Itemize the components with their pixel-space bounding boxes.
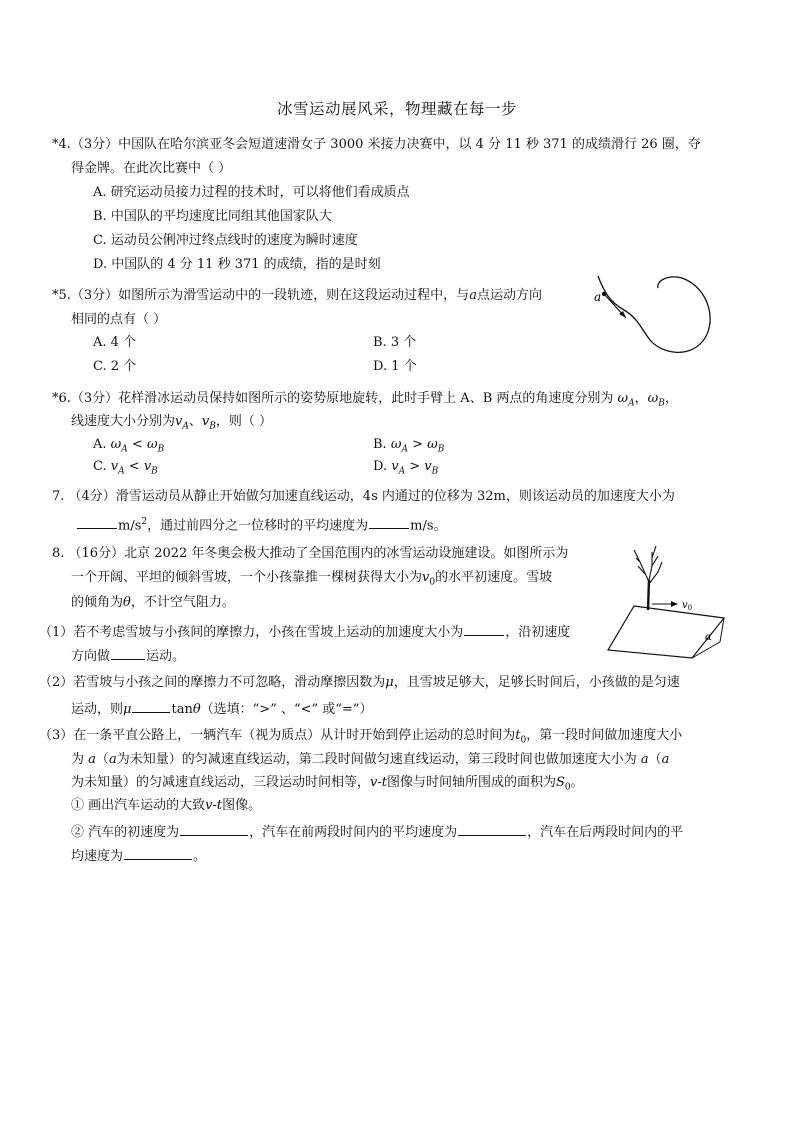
q8-part1-line1: （1）若不考虑雪坡与小孩间的摩擦力，小孩在雪坡上运动的加速度大小为 ，沿初速度 <box>39 621 570 642</box>
q7-stem-line1: 7. （4分）滑雪运动员从静止开始做匀加速直线运动，4s 内通过的位移为 32m，则该运动员的加速度大小为 <box>52 489 675 504</box>
q5-stem-line2: 相同的点有（ ） <box>71 312 167 327</box>
q8-stem-line2: 一个开阔、平坦的倾斜雪坡，一个小孩靠推一棵树获得大小为$v_0$的水平初速度。雪坡 <box>71 570 553 588</box>
v0-arrowhead <box>671 601 678 607</box>
tree-trunk <box>648 580 649 610</box>
q8-part3-line3: 为未知量）的匀减速直线运动，三段运动时间相等，v-t图像与时间轴所围成的面积为$S_0$。 <box>71 775 584 793</box>
v0-label: $v_0$ <box>682 600 693 612</box>
q8-blank-avg-speed-last-two[interactable] <box>124 845 192 860</box>
q5-option-a: A. 4 个 <box>93 335 137 350</box>
q6-option-d: D. $v_A > v_B$ <box>373 459 439 477</box>
q8-part3-sub1: ① 画出汽车运动的大致v-t图像。 <box>71 798 262 813</box>
q8-stem-line1: 8. （16分）北京 2022 年冬奥会极大推动了全国范围内的冰雪运动设施建设。如图所示为 <box>52 546 569 561</box>
q8-part1-line2: 方向做 运动。 <box>71 645 185 666</box>
q8-stem-line3: 的倾角为θ，不计空气阻力。 <box>71 595 235 610</box>
q7-blank-acceleration[interactable] <box>77 514 117 529</box>
tree-branches <box>634 546 662 584</box>
q5-stem-line1: *5.（3分）如图所示为滑雪运动中的一段轨迹，则在这段运动过程中，与a点运动方向 <box>52 288 542 303</box>
q7-stem-line2: $m/s^2$，通过前四分之一位移时的平均速度为 m/s。 <box>76 513 447 535</box>
q8-blank-avg-speed-first-two[interactable] <box>458 821 526 836</box>
q4-stem-line2: 得金牌。在此次比赛中（ ） <box>71 161 232 176</box>
snow-slope-figure <box>600 536 730 666</box>
q5-option-c: C. 2 个 <box>93 359 137 374</box>
point-a-label: a <box>594 290 602 304</box>
page-title: 冰雪运动展风采，物理藏在每一步 <box>276 100 517 118</box>
q5-option-b: B. 3 个 <box>373 335 417 350</box>
q4-option-b: B. 中国队的平均速度比同组其他国家队大 <box>93 209 332 224</box>
q4-option-d: D. 中国队的 4 分 11 秒 371 的成绩，指的是时刻 <box>93 257 381 272</box>
q8-part3-line1: （3）在一条平直公路上，一辆汽车（视为质点）从计时开始到停止运动的总时间为$t_0$，第一段时间做加速度大小 <box>39 728 683 746</box>
q5-option-d: D. 1 个 <box>373 359 417 374</box>
q4-option-c: C. 运动员公俐冲过终点线时的速度为瞬时速度 <box>93 233 358 248</box>
q7-blank-avg-speed[interactable] <box>369 514 409 529</box>
q8-part3-sub3: 均速度为 。 <box>71 845 206 866</box>
ski-trajectory-figure <box>588 272 728 362</box>
q6-stem-line2: 线速度大小分别为$v_A$、$v_B$，则（ ） <box>71 414 273 432</box>
q8-part2-line1: （2）若雪坡与小孩之间的摩擦力不可忽略，滑动摩擦因数为μ，且雪坡足够大，足够长时间后，小孩做的是匀速 <box>39 675 680 690</box>
trajectory-curve <box>598 276 710 352</box>
q8-part2-line2: 运动，则μ tanθ（选填：“>” 、“<” 或“=”） <box>71 698 372 719</box>
q8-blank-initial-speed[interactable] <box>180 821 248 836</box>
q6-stem-line1: *6.（3分）花样滑冰运动员保持如图所示的姿势原地旋转，此时手臂上 A、B 两点的角速度分别为 $\omega_A$，$\omega_B$， <box>52 391 678 409</box>
slope-base <box>692 642 720 658</box>
q4-option-a: A. 研究运动员接力过程的技术时，可以将他们看成质点 <box>93 185 410 200</box>
q6-option-b: B. $\omega_A > \omega_B$ <box>373 437 445 455</box>
q8-blank-acceleration[interactable] <box>464 621 504 636</box>
q8-part3-line2: 为 a（a为未知量）的匀减速直线运动，第二段时间做匀速直线运动，第三段时间也做加速度大小为 a（a <box>71 752 670 767</box>
q6-option-a: A. $\omega_A < \omega_B$ <box>93 437 165 455</box>
q8-blank-comparison[interactable] <box>132 698 170 713</box>
q8-part3-sub2: ② 汽车的初速度为 ，汽车在前两段时间内的平均速度为 ，汽车在后两段时间内的平 <box>71 821 683 842</box>
angle-alpha-label: α <box>705 632 712 643</box>
q6-option-c: C. $v_A < v_B$ <box>93 459 158 477</box>
q8-blank-motion-type[interactable] <box>111 645 145 660</box>
q4-stem-line1: *4.（3分）中国队在哈尔滨亚冬会短道速滑女子 3000 米接力决赛中，以 4 分 11 秒 371 的成绩滑行 26 圈，夺 <box>52 137 701 152</box>
